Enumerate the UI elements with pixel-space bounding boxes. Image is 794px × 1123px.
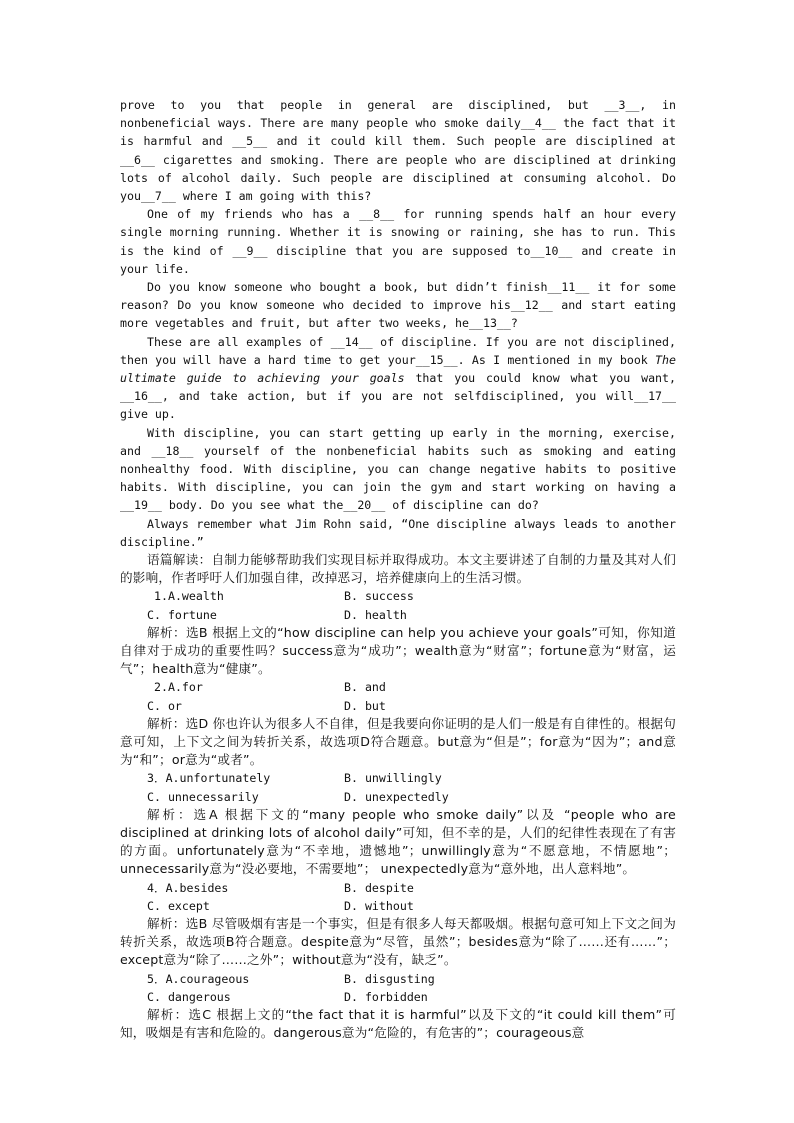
passage-paragraph-2: One of my friends who has a __8__ for running spends half an hour every single morning running. Whether it is snowing or raining, she has to run. This is the kind of __9__ discipline that you are supposed to__10__ and create in your life.	[120, 207, 676, 276]
question-4	[120, 879, 676, 970]
question-analysis: 解析：选A 根据下文的“many people who smoke daily”以及 “people who are disciplined at drinking lots of alcohol daily”可知，但不幸的是，人们的纪律性表现在了有害的方面。unfortunately意为“不幸地，遗憾地”；unwillingly意为“不愿意地，不情愿地”；unnecessarily意为“没必要地，不需要地”； unexpectedly意为“意外地，出人意料地”。	[120, 806, 676, 877]
paragraph-4-text-after: that you could know what you want, __16__, and take action, but if you are not selfdisciplined, you will__17__ give up.	[120, 371, 676, 422]
option-a: 4．A.besides	[147, 880, 229, 895]
option-d: D. health	[344, 607, 407, 622]
question-2	[120, 678, 676, 769]
paragraph-4-text-before: These are all examples of __14__ of discipline. If you are not disciplined, then you will have a hard time to get your__15__. As I mentioned in my book	[120, 334, 676, 367]
option-a: 3．A.unfortunately	[147, 771, 271, 786]
option-b: B. unwillingly	[344, 771, 442, 786]
passage-paragraph-1: prove to you that people in general are disciplined, but __3__, in nonbeneficial ways. There are many people who smoke daily__4__ the fact that it is harmful and __5__ and it could kill them. Such people are disciplined at __6__ cigarettes and smoking. There are people who are disciplined at drinking lots of alcohol daily. Such people are disciplined at consuming alcohol. Do you__7__ where I am going with this?	[120, 98, 676, 204]
option-b: B. success	[344, 589, 414, 604]
option-b: B. and	[344, 680, 386, 695]
passage-paragraph-6: Always remember what Jim Rohn said, “One discipline always leads to another discipline.”	[120, 516, 676, 549]
book-title: The ultimate guide to achieving your goals	[120, 352, 676, 386]
option-d: D. unexpectedly	[344, 789, 449, 804]
option-d: D. but	[344, 698, 386, 713]
document-page	[120, 96, 676, 1042]
option-a: 2.A.for	[154, 680, 203, 695]
question-analysis: 解析：选B 根据上文的“how discipline can help you achieve your goals”可知，你知道自律对于成功的重要性吗？success意为“成功”；wealth意为“财富”；fortune意为“财富，运气”；health意为“健康”。	[120, 624, 676, 677]
question-analysis: 解析：选D 你也许认为很多人不自律，但是我要向你证明的是人们一般是有自律性的。根据句意可知，上下文之间为转折关系，故选项D符合题意。but意为“但是”；for意为“因为”；and意为“和”；or意为“或者”。	[120, 715, 676, 768]
passage-paragraph-3: Do you know someone who bought a book, but didn’t finish__11__ it for some reason? Do you know someone who decided to improve his__12__ and start eating more vegetables and fruit, but after two weeks, he__13__?	[120, 280, 676, 331]
question-3	[120, 769, 676, 878]
option-a: 5．A.courageous	[147, 971, 250, 986]
passage	[120, 96, 676, 551]
option-d: D. without	[344, 898, 414, 913]
option-c: C. unnecessarily	[147, 789, 259, 804]
question-5	[120, 970, 676, 1043]
option-c: C. dangerous	[147, 989, 231, 1004]
option-d: D. forbidden	[344, 989, 428, 1004]
question-analysis: 解析：选B 尽管吸烟有害是一个事实，但是有很多人每天都吸烟。根据句意可知上下文之间为转折关系，故选项B符合题意。despite意为“尽管，虽然”；besides意为“除了……还有……”；except意为“除了……之外”；without意为“没有，缺乏”。	[120, 916, 676, 968]
passage-paragraph-5: With discipline, you can start getting up early in the morning, exercise, and __18__ yourself of the nonbeneficial habits such as smoking and eating nonhealthy food. With discipline, you can change negative habits to positive habits. With discipline, you can join the gym and start working on having a __19__ body. Do you see what the__20__ of discipline can do?	[120, 425, 676, 513]
option-a: 1.A.wealth	[154, 589, 224, 604]
option-c: C. except	[147, 898, 210, 913]
question-1	[120, 587, 676, 678]
question-analysis: 解析：选C 根据上文的“the fact that it is harmful”以及下文的“it could kill them”可知，吸烟是有害和危险的。dangerous意为“危险的，有危害的”；courageous意	[120, 1007, 676, 1041]
passage-paragraph-4	[120, 333, 676, 424]
option-b: B. despite	[344, 880, 414, 895]
option-c: C. or	[147, 698, 182, 713]
option-b: B. disgusting	[344, 971, 435, 986]
passage-summary: 语篇解读：自制力能够帮助我们实现目标并取得成功。本文主要讲述了自制的力量及其对人们的影响，作者呼吁人们加强自律，改掉恶习，培养健康向上的生活习惯。	[120, 552, 676, 586]
option-c: C. fortune	[147, 607, 217, 622]
